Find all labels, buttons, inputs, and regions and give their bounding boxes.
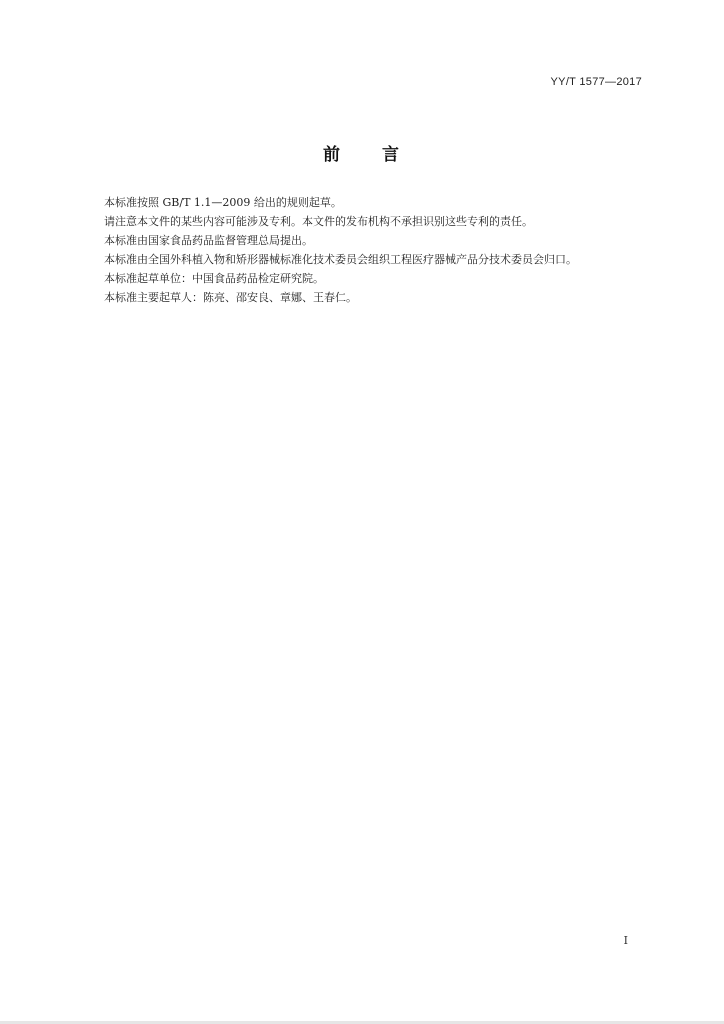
section-heading-foreword	[0, 140, 724, 165]
foreword-body	[82, 193, 642, 307]
page-number: I	[623, 934, 628, 947]
paragraph-drafters: 本标准主要起草人：陈亮、邵安良、章娜、王春仁。	[104, 291, 357, 304]
paragraph-technical-committee: 本标准由全国外科植入物和矫形器械标准化技术委员会组织工程医疗器械产品分技术委员会归口。	[104, 253, 577, 266]
paragraph-patent-notice: 请注意本文件的某些内容可能涉及专利。本文件的发布机构不承担识别这些专利的责任。	[104, 215, 533, 228]
standard-number: YY/T 1577—2017	[550, 76, 642, 88]
paragraph-drafting-unit: 本标准起草单位：中国食品药品检定研究院。	[104, 272, 324, 285]
paragraph-proposed-by: 本标准由国家食品药品监督管理总局提出。	[104, 234, 313, 247]
heading-char-1: 前	[323, 145, 342, 165]
paragraph-drafting-rules: 本标准按照 GB/T 1.1—2009 给出的规则起草。	[104, 196, 342, 209]
heading-char-2: 言	[382, 145, 401, 165]
